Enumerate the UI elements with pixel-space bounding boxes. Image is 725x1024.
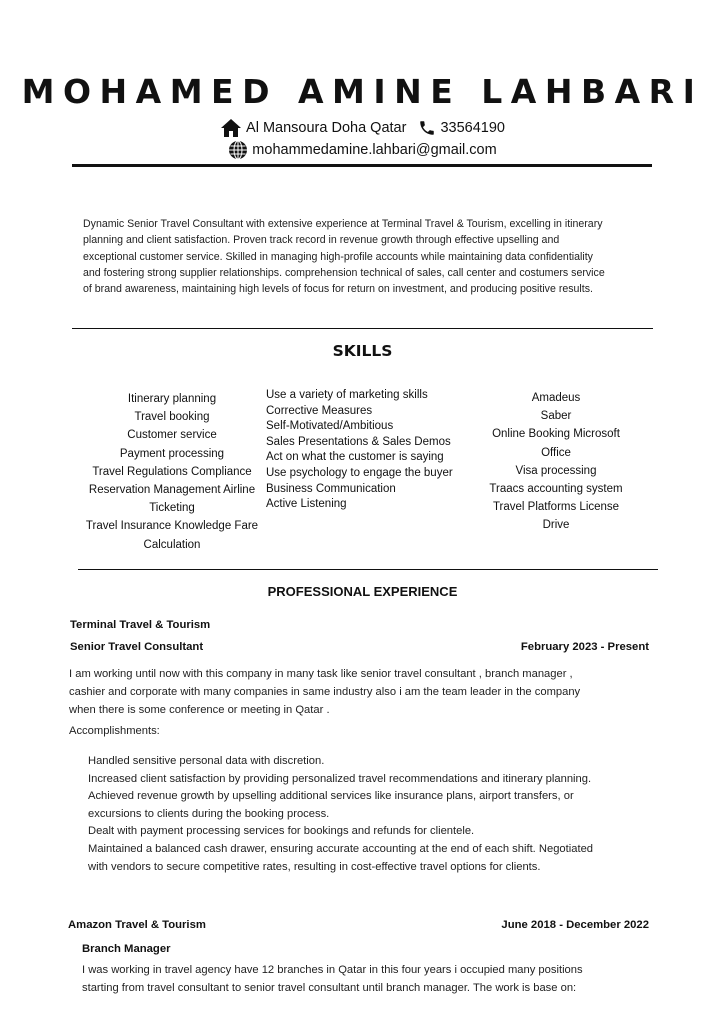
skills-column-3: [456, 389, 656, 535]
skill-item: Payment processing: [119, 447, 225, 460]
home-icon: [220, 118, 242, 138]
job-role: Senior Travel Consultant: [70, 641, 204, 653]
skill-item: Sales Presentations & Sales Demos: [266, 435, 451, 448]
job-dates: February 2023 - Present: [520, 641, 649, 653]
skill-item: Online Booking Microsoft: [492, 428, 620, 441]
experience-heading: PROFESSIONAL EXPERIENCE: [267, 584, 458, 599]
job-role: Branch Manager: [82, 943, 171, 955]
skill-item: Travel Platforms License: [492, 501, 620, 514]
description-line: I was working in travel agency have 12 branches in Qatar in this four years i occupied many positions: [82, 964, 583, 976]
accomplishment-item: Dealt with payment processing services for bookings and refunds for clientele.: [88, 825, 475, 838]
email[interactable]: mohammedamine.lahbari@gmail.com: [252, 142, 497, 158]
summary: [83, 216, 605, 297]
summary-divider: [72, 328, 653, 329]
skills-column-1: [72, 390, 272, 554]
job-company: Terminal Travel & Tourism: [70, 619, 211, 631]
job-dates: June 2018 - December 2022: [501, 919, 649, 931]
summary-line: of brand awareness, maintaining high levels of focus for return on investment, and producing positive results.: [83, 283, 593, 296]
email-line: [0, 140, 725, 160]
job-company: Amazon Travel & Tourism: [68, 919, 206, 931]
address: Al Mansoura Doha Qatar: [246, 120, 407, 136]
description-line: I am working until now with this company in many task like senior travel consultant , branch manager ,: [69, 668, 573, 680]
accomplishment-item: Achieved revenue growth by upselling additional services like insurance plans, airport transfers, or: [88, 790, 574, 803]
accomplishments-label: Accomplishments:: [69, 725, 160, 737]
skill-item: Amadeus: [531, 392, 581, 404]
skill-item: Traacs accounting system: [489, 483, 623, 496]
phone-icon: [418, 119, 436, 137]
skill-item: Itinerary planning: [127, 393, 217, 405]
skill-item: Office: [541, 446, 571, 459]
skill-item: Calculation: [143, 538, 201, 551]
skill-item: Corrective Measures: [266, 404, 373, 417]
description-line: cashier and corporate with many companies in same industry also i am the team leader in the company: [69, 686, 581, 698]
accomplishments-list: [88, 753, 593, 876]
skills-column-2: [266, 388, 453, 513]
skills-divider: [78, 569, 658, 570]
accomplishment-item: Handled sensitive personal data with discretion.: [88, 755, 325, 767]
skill-item: Act on what the customer is saying: [266, 451, 444, 464]
globe-icon: [228, 140, 248, 160]
skill-item: Customer service: [127, 429, 217, 442]
job-description: [69, 665, 580, 719]
skill-item: Use a variety of marketing skills: [266, 389, 428, 401]
skill-item: Reservation Management Airline: [88, 484, 256, 497]
skill-item: Use psychology to engage the buyer: [266, 466, 453, 479]
accomplishment-item: Increased client satisfaction by providing personalized travel recommendations and itinerary planning.: [88, 772, 592, 785]
accomplishment-item: with vendors to secure competitive rates, resulting in cost-effective travel options for clients.: [88, 860, 541, 873]
skill-item: Drive: [542, 519, 570, 532]
skill-item: Visa processing: [515, 464, 597, 477]
skill-item: Active Listening: [266, 498, 347, 511]
phone-number: 33564190: [440, 120, 505, 136]
contact-line: [0, 118, 725, 138]
skill-item: Ticketing: [149, 502, 195, 515]
candidate-name: MOHAMED AMINE LAHBARI: [21, 72, 704, 111]
skill-item: Business Communication: [266, 482, 396, 495]
skill-item: Travel Regulations Compliance: [92, 465, 252, 478]
job-description: [82, 961, 583, 997]
summary-line: and fostering strong supplier relationships. comprehension technical of sales, call center and costumers service: [83, 266, 605, 279]
skill-item: Travel Insurance Knowledge Fare: [85, 520, 259, 533]
accomplishment-item: Maintained a balanced cash drawer, ensuring accurate accounting at the end of each shift. Negotiated: [88, 842, 594, 855]
skill-item: Self-Motivated/Ambitious: [266, 420, 394, 433]
description-line: when there is some conference or meeting in Qatar .: [69, 704, 330, 716]
skill-item: Saber: [540, 410, 572, 423]
summary-line: planning and client satisfaction. Proven track record in revenue growth through effective upselling and: [83, 234, 560, 247]
skills-heading: SKILLS: [332, 342, 393, 360]
accomplishment-item: excursions to clients during the booking process.: [88, 807, 330, 820]
header-divider: [72, 164, 652, 167]
summary-line: exceptional customer service. Skilled in managing high-profile accounts while maintaining data confidentiality: [83, 250, 593, 263]
description-line: starting from travel consultant to senior travel consultant until branch manager. The work is base on:: [82, 982, 577, 994]
skill-item: Travel booking: [134, 411, 210, 424]
summary-line: Dynamic Senior Travel Consultant with extensive experience at Terminal Travel & Tourism, excelling in itinerary: [83, 218, 603, 230]
